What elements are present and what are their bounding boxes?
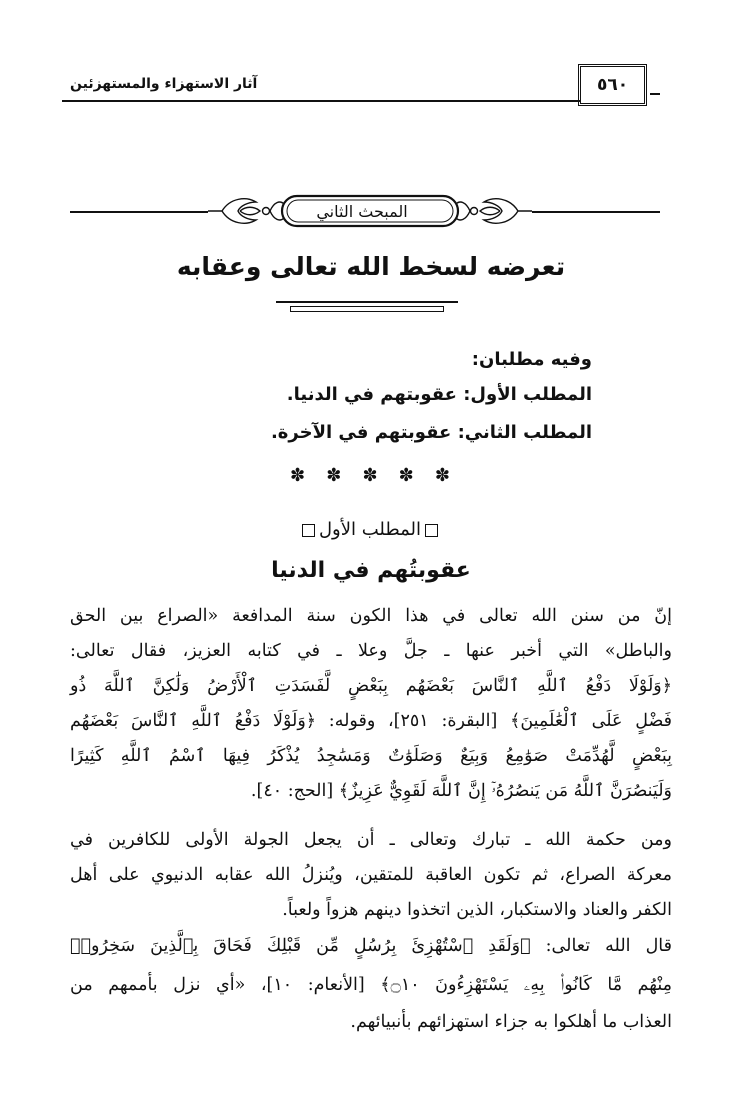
body-line: معركة الصراع، ثم تكون العاقبة للمتقين، ويُنزلُ الله عقابه الدنيوي على أهل bbox=[70, 865, 672, 885]
page-number-box bbox=[578, 64, 647, 106]
ornament-rule-right bbox=[532, 211, 660, 213]
ornament-rule-left bbox=[70, 211, 208, 213]
subsection-label: المطلب الأول bbox=[318, 519, 422, 540]
intro-item-1: المطلب الأول: عقوبتهم في الدنيا. bbox=[286, 384, 592, 405]
title-underline bbox=[276, 301, 458, 303]
body-line: الكفر والعناد والاستكبار، الذين اتخذوا دينهم هزواً ولعباً. bbox=[282, 900, 672, 920]
body-line: والباطل» التي أخبر عنها ـ جلَّ وعلا ـ في كتابه العزيز، فقال تعالى: bbox=[70, 641, 672, 661]
star-icon: ✽ bbox=[290, 465, 306, 486]
square-bullet-icon bbox=[302, 524, 315, 537]
body-line: قال الله تعالى: ﴿وَلَقَدِ ٱسْتُهْزِئَ بِرُسُلٍ مِّن قَبْلِكَ فَحَاقَ بِٱلَّذِينَ سَخِرُوا۟ bbox=[70, 936, 672, 956]
body-line: فَضْلٍ عَلَى ٱلْعَٰلَمِينَ﴾ [البقرة: ٢٥١]، وقوله: ﴿وَلَوْلَا دَفْعُ ٱللَّهِ ٱلنَّاسَ بَعْضَهُم bbox=[70, 711, 672, 731]
section-title: تعرضه لسخط الله تعالى وعقابه bbox=[176, 252, 566, 281]
star-icon: ✽ bbox=[362, 465, 378, 486]
star-icon: ✽ bbox=[398, 465, 414, 486]
star-icon: ✽ bbox=[326, 465, 342, 486]
intro-item-2: المطلب الثاني: عقوبتهم في الآخرة. bbox=[270, 422, 592, 443]
header-rule bbox=[62, 100, 580, 102]
intro-lead: وفيه مطلبان: bbox=[471, 349, 592, 370]
stars-divider bbox=[290, 465, 450, 486]
subsection-title: عقوبتُهم في الدنيا bbox=[271, 558, 471, 583]
body-line: ﴿وَلَوْلَا دَفْعُ ٱللَّهِ ٱلنَّاسَ بَعْضَهُم بِبَعْضٍ لَّفَسَدَتِ ٱلْأَرْضُ وَلَٰكِنَّ ٱللَّهَ ذُو bbox=[70, 676, 672, 696]
body-line: مِنْهُم مَّا كَانُوا۟ بِهِۦ يَسْتَهْزِءُونَ ۝١٠﴾ [الأنعام: ١٠]، «أي نزل بأممهم من bbox=[70, 975, 672, 995]
header-rule-tick bbox=[650, 93, 660, 95]
page-number: ٥٦٠ bbox=[596, 75, 629, 95]
body-line: العذاب ما أهلكوا به جزاء استهزائهم بأنبيائهم. bbox=[350, 1012, 672, 1032]
body-line: بِبَعْضٍ لَّهُدِّمَتْ صَوَٰمِعُ وَبِيَعٌ وَصَلَوَٰتٌ وَمَسَٰجِدُ يُذْكَرُ فِيهَا ٱسْمُ ٱللَّهِ كَثِيرًا bbox=[70, 746, 672, 766]
title-underline-frame bbox=[290, 306, 444, 312]
running-title: آثار الاستهزاء والمستهزئين bbox=[70, 76, 258, 92]
subsection-label-row bbox=[200, 519, 540, 540]
body-line: وَلَيَنصُرَنَّ ٱللَّهُ مَن يَنصُرُهُۥٓ إِنَّ ٱللَّهَ لَقَوِيٌّ عَزِيزٌ﴾ [الحج: ٤٠]. bbox=[250, 781, 672, 801]
square-bullet-icon bbox=[425, 524, 438, 537]
section-label: المبحث الثاني bbox=[316, 201, 408, 221]
body-line: إنّ من سنن الله تعالى في هذا الكون سنة المدافعة «الصراع بين الحق bbox=[70, 606, 672, 626]
body-line: ومن حكمة الله ـ تبارك وتعالى ـ أن يجعل الجولة الأولى للكافرين في bbox=[70, 830, 672, 850]
star-icon: ✽ bbox=[434, 465, 450, 486]
